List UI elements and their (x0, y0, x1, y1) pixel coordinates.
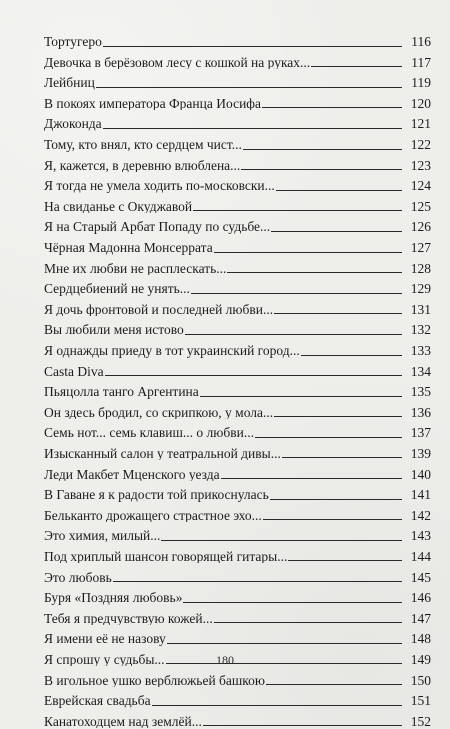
toc-page-number: 129 (410, 281, 431, 297)
dot-leader (103, 128, 402, 129)
dot-leader (262, 107, 402, 108)
dot-leader (266, 684, 402, 685)
toc-title: Я однажды приеду в тот украинский город... (44, 344, 300, 358)
toc-page-number: 123 (410, 157, 431, 173)
dot-leader (243, 149, 402, 150)
toc-title: Чёрная Мадонна Монсеррата (44, 241, 213, 255)
toc-page-number: 137 (410, 425, 431, 441)
dot-leader (271, 231, 402, 232)
toc-title: Я спрошу у судьбы... (44, 652, 165, 667)
toc-row (44, 296, 431, 317)
toc-page-number: 119 (411, 75, 431, 91)
toc-page-number: 142 (410, 507, 431, 523)
page-number-footer: 180 (216, 653, 234, 667)
toc-title: Под хриплый шансон говорящей гитары... (44, 549, 288, 564)
dot-leader (203, 725, 402, 726)
toc-page-number: 147 (410, 610, 431, 626)
toc-page-number: 131 (410, 301, 431, 317)
toc-title: Он здесь бродил, со скрипкою, у мола... (44, 405, 274, 420)
toc-page-number: 125 (410, 198, 431, 214)
toc-title: Тебя я предчувствую кожей... (44, 611, 213, 626)
toc-title: Вы любили меня истово (44, 323, 184, 337)
toc-row (44, 605, 431, 626)
dot-leader (167, 643, 402, 644)
toc-page-number: 122 (410, 137, 431, 153)
toc-page-number: 120 (410, 95, 431, 111)
toc-row (44, 316, 431, 337)
dot-leader (105, 375, 402, 376)
dot-leader (270, 499, 402, 500)
dot-leader (301, 355, 402, 356)
toc-row (44, 275, 431, 296)
toc-row (44, 708, 431, 729)
dot-leader (200, 396, 402, 397)
toc-title: Тому, кто внял, кто сердцем чист... (44, 138, 242, 152)
toc-row (44, 358, 431, 379)
dot-leader (276, 190, 402, 191)
dot-leader (214, 622, 402, 623)
toc-row (44, 481, 431, 502)
toc-title: Изысканный салон у театральной дивы... (44, 446, 281, 461)
toc-page-number: 134 (410, 363, 431, 379)
toc-page-number: 139 (410, 445, 431, 461)
toc-row (44, 172, 431, 193)
dot-leader (191, 293, 402, 294)
toc-row (44, 90, 431, 111)
toc-page-number: 150 (410, 672, 431, 688)
dot-leader (255, 437, 402, 438)
toc-row (44, 193, 431, 214)
toc-page-number: 117 (411, 54, 431, 70)
toc-title: Мне их любви не расплескать... (44, 261, 227, 276)
dot-leader (311, 66, 402, 67)
toc-page-number: 132 (410, 322, 431, 338)
toc-title: Я дочь фронтовой и последней любви... (44, 302, 274, 317)
toc-page-number: 126 (410, 219, 431, 235)
dot-leader (113, 581, 402, 582)
dot-leader (274, 313, 402, 314)
toc-title: Джоконда (44, 117, 102, 131)
dot-leader (274, 416, 402, 417)
toc-row (44, 337, 431, 358)
toc-row (44, 213, 431, 234)
toc-row (44, 378, 431, 399)
toc-row (44, 255, 431, 276)
dot-leader (96, 87, 402, 88)
toc-row (44, 49, 431, 70)
dot-leader (263, 519, 402, 520)
toc-row (44, 152, 431, 173)
toc-title: Я, кажется, в деревню влюблена... (44, 158, 241, 173)
toc-row (44, 625, 431, 646)
toc-row (44, 502, 431, 523)
toc-title: На свиданье с Окуджавой (44, 199, 193, 214)
toc-title: В покоях императора Франца Иосифа (44, 96, 262, 111)
toc-title: Я тогда не умела ходить по-московски... (44, 179, 275, 193)
toc-page-number: 133 (410, 343, 431, 358)
toc-page-number: 136 (410, 404, 431, 420)
toc-title: Бельканто дрожащего страстное эхо... (44, 508, 262, 523)
toc-title: Леди Макбет Мценского уезда (44, 467, 220, 482)
dot-leader (183, 602, 402, 603)
toc-page-number: 144 (410, 548, 431, 564)
toc-row (44, 543, 431, 564)
dot-leader (103, 46, 402, 47)
toc-row (44, 110, 431, 131)
toc-row (44, 28, 431, 49)
toc-row (44, 419, 431, 440)
toc-title: Девочка в берёзовом лесу с кошкой на руках... (44, 55, 311, 70)
toc-page-number: 127 (410, 240, 431, 256)
toc-page-number: 149 (410, 651, 431, 667)
toc-page-number: 143 (410, 528, 431, 544)
toc-title: Тортугеро (44, 35, 102, 49)
toc-title: В Гаване я к радости той прикоснулась (44, 488, 269, 502)
toc-row (44, 440, 431, 461)
toc-title: Еврейская свадьба (44, 694, 151, 708)
dot-leader (185, 334, 402, 335)
toc-row (44, 522, 431, 543)
dot-leader (193, 210, 402, 211)
toc-page-number: 124 (410, 178, 431, 194)
dot-leader (227, 272, 402, 273)
toc-page-number: 128 (410, 260, 431, 276)
toc-row (44, 131, 431, 152)
toc-row (44, 666, 431, 687)
toc-title: Casta Diva (44, 364, 104, 379)
toc-page-number: 151 (410, 693, 431, 709)
dot-leader (214, 252, 402, 253)
toc-page-number: 140 (410, 466, 431, 482)
toc-row (44, 584, 431, 605)
toc-page-number: 146 (410, 590, 431, 606)
toc-page-number: 148 (410, 631, 431, 647)
toc-title: Это любовь (44, 570, 112, 585)
dot-leader (282, 457, 402, 458)
toc-title: Канатоходцем над землёй... (44, 714, 202, 729)
toc-row (44, 69, 431, 90)
toc-page-number: 121 (410, 116, 431, 132)
toc-row (44, 234, 431, 255)
toc-title: Семь нот... семь клавиш... о любви... (44, 426, 254, 440)
toc-row (44, 460, 431, 481)
dot-leader (161, 540, 402, 541)
toc-title: Это химия, милый... (44, 529, 161, 543)
toc-title: Сердцебиений не унять... (44, 282, 190, 296)
toc-row (44, 563, 431, 584)
toc-title: Пьяцолла танго Аргентина (44, 385, 199, 399)
dot-leader (152, 705, 402, 706)
toc-page-number: 116 (411, 34, 431, 50)
toc-page-number: 152 (410, 713, 431, 729)
toc-title: Я на Старый Арбат Попаду по судьбе... (44, 220, 271, 234)
dot-leader (288, 560, 402, 561)
toc-page-number: 135 (410, 384, 431, 400)
table-of-contents (44, 28, 431, 728)
toc-row (44, 399, 431, 420)
toc-title: В игольное ушко верблюжьей башкою (44, 673, 266, 687)
dot-leader (221, 478, 402, 479)
dot-leader (241, 169, 402, 170)
toc-page-number: 145 (410, 569, 431, 585)
toc-title: Буря «Поздняя любовь» (44, 591, 183, 605)
toc-page-number: 141 (410, 487, 431, 503)
toc-row (44, 687, 431, 708)
toc-title: Я имени её не назову (44, 632, 166, 646)
toc-title: Лейбниц (44, 76, 95, 90)
